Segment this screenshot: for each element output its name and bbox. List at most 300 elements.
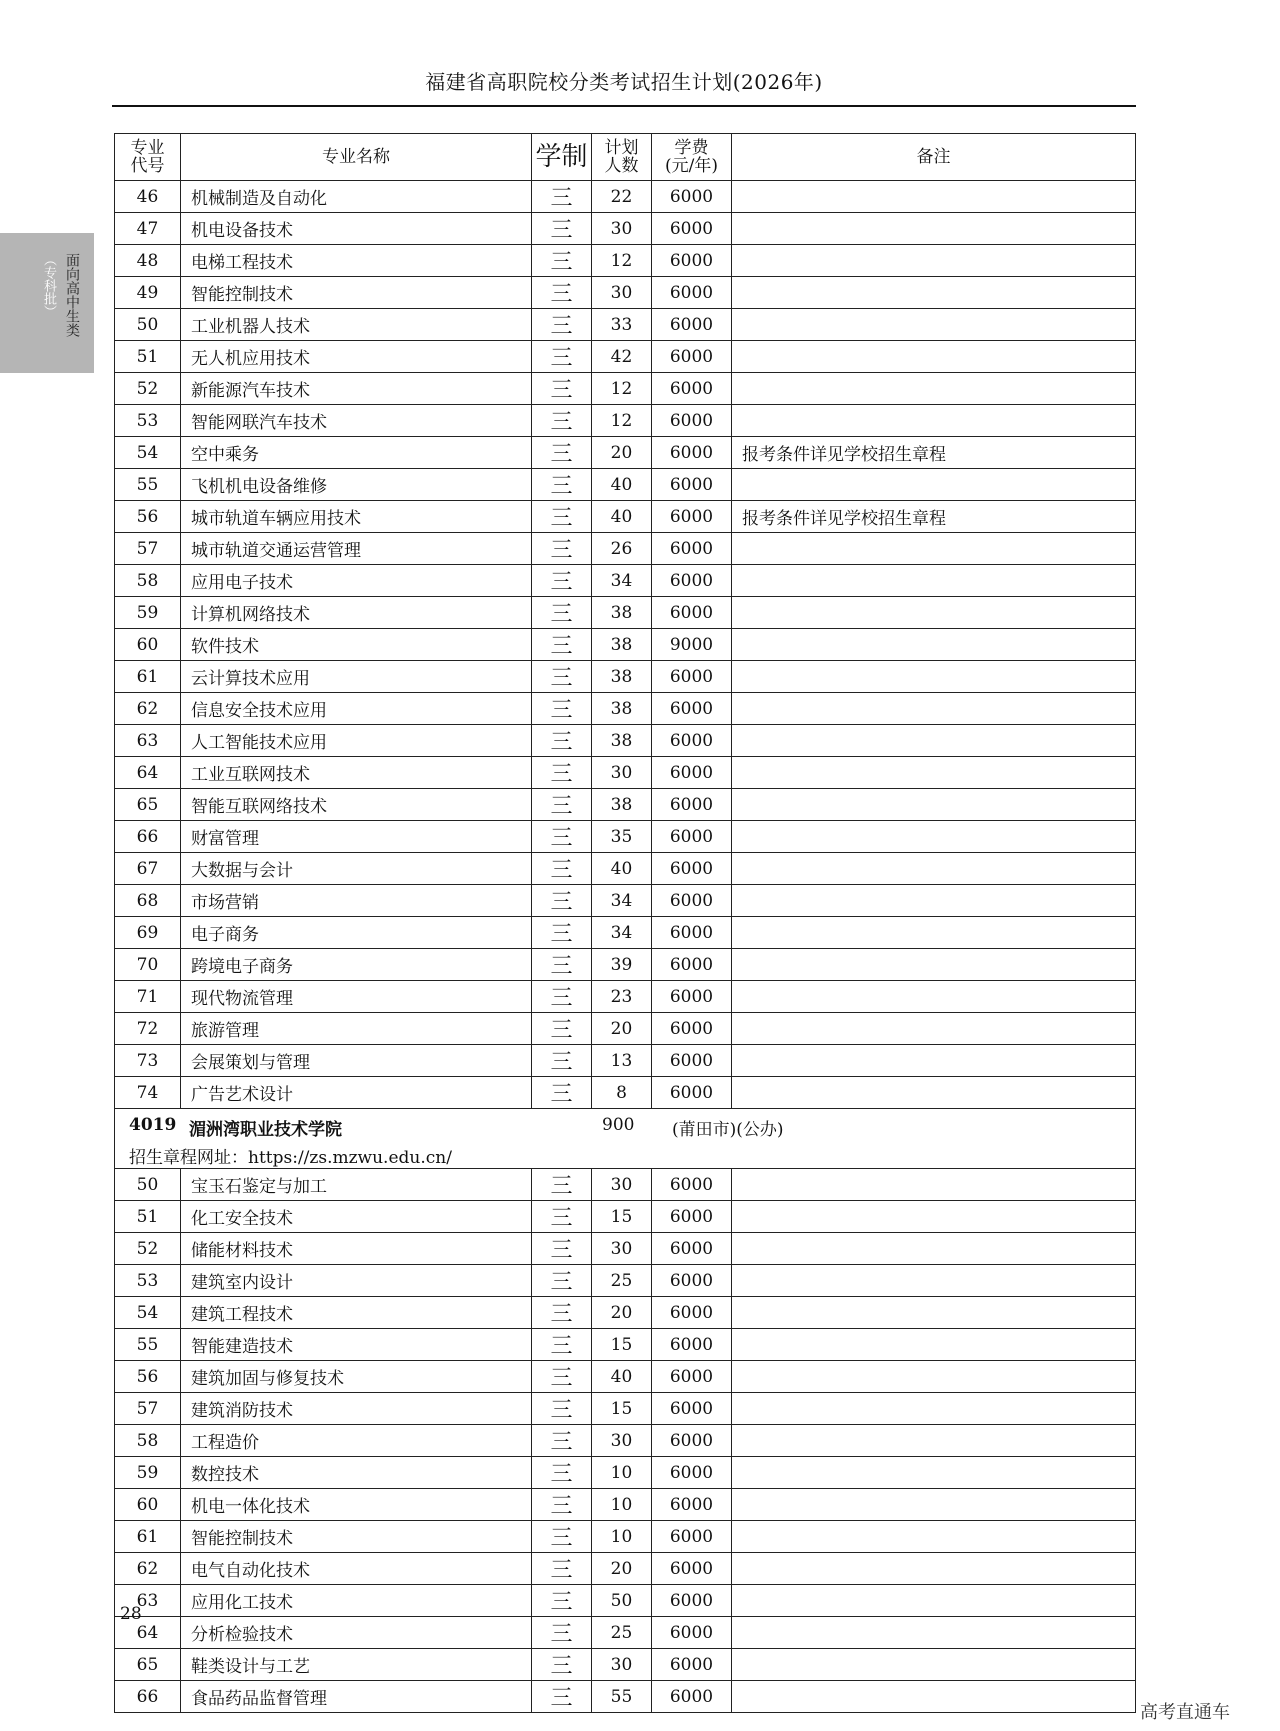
table-row [115, 981, 1136, 1013]
table-row [115, 565, 1136, 597]
cell-program-name: 电子商务 [181, 917, 532, 949]
enrollment-plan-table [114, 133, 1136, 1713]
col-header-fee [652, 134, 732, 181]
cell-note [732, 1553, 1136, 1585]
cell-program-name: 空中乘务 [181, 437, 532, 469]
cell-code: 60 [115, 1489, 181, 1521]
cell-note [732, 885, 1136, 917]
cell-code: 47 [115, 213, 181, 245]
cell-duration: 三 [532, 533, 592, 565]
cell-program-name: 电气自动化技术 [181, 1553, 532, 1585]
cell-note [732, 1201, 1136, 1233]
cell-fee: 6000 [652, 469, 732, 501]
cell-code: 62 [115, 693, 181, 725]
table-row [115, 1393, 1136, 1425]
cell-quota: 10 [592, 1489, 652, 1521]
cell-code: 64 [115, 757, 181, 789]
cell-quota: 15 [592, 1393, 652, 1425]
table-row [115, 1077, 1136, 1109]
cell-program-name: 云计算技术应用 [181, 661, 532, 693]
col-header-code-line1: 专业 [130, 138, 165, 158]
cell-program-name: 电梯工程技术 [181, 245, 532, 277]
cell-quota: 38 [592, 629, 652, 661]
table-row [115, 1013, 1136, 1045]
cell-fee: 6000 [652, 1329, 732, 1361]
cell-code: 54 [115, 1297, 181, 1329]
cell-code: 54 [115, 437, 181, 469]
table-row [115, 309, 1136, 341]
cell-program-name: 人工智能技术应用 [181, 725, 532, 757]
cell-program-name: 建筑工程技术 [181, 1297, 532, 1329]
cell-fee: 6000 [652, 1457, 732, 1489]
cell-program-name: 机电设备技术 [181, 213, 532, 245]
page-number: 28 [120, 1604, 142, 1624]
cell-note [732, 277, 1136, 309]
col-header-note: 备注 [732, 134, 1136, 181]
cell-duration: 三 [532, 1393, 592, 1425]
cell-quota: 30 [592, 1425, 652, 1457]
cell-fee: 6000 [652, 245, 732, 277]
cell-quota: 10 [592, 1457, 652, 1489]
cell-quota: 20 [592, 1297, 652, 1329]
cell-note [732, 1169, 1136, 1201]
cell-duration: 三 [532, 1457, 592, 1489]
school-info-cell [115, 1109, 1136, 1169]
cell-duration: 三 [532, 1201, 592, 1233]
side-tab-batch: （专科批） [41, 253, 56, 318]
cell-fee: 6000 [652, 693, 732, 725]
table-row [115, 181, 1136, 213]
cell-quota: 30 [592, 757, 652, 789]
school-location: (莆田市)(公办) [672, 1120, 784, 1140]
cell-program-name: 鞋类设计与工艺 [181, 1649, 532, 1681]
cell-fee: 6000 [652, 405, 732, 437]
cell-fee: 6000 [652, 661, 732, 693]
cell-code: 72 [115, 1013, 181, 1045]
cell-fee: 6000 [652, 373, 732, 405]
cell-quota: 38 [592, 693, 652, 725]
cell-program-name: 旅游管理 [181, 1013, 532, 1045]
cell-fee: 6000 [652, 597, 732, 629]
cell-note [732, 565, 1136, 597]
cell-fee: 6000 [652, 1169, 732, 1201]
cell-note [732, 213, 1136, 245]
cell-duration: 三 [532, 341, 592, 373]
cell-program-name: 智能建造技术 [181, 1329, 532, 1361]
cell-fee: 6000 [652, 853, 732, 885]
cell-duration: 三 [532, 1233, 592, 1265]
cell-code: 66 [115, 821, 181, 853]
table-row [115, 245, 1136, 277]
cell-quota: 42 [592, 341, 652, 373]
cell-note [732, 469, 1136, 501]
cell-fee: 6000 [652, 1681, 732, 1713]
cell-fee: 6000 [652, 981, 732, 1013]
cell-quota: 20 [592, 1553, 652, 1585]
cell-duration: 三 [532, 757, 592, 789]
cell-note [732, 789, 1136, 821]
cell-code: 65 [115, 1649, 181, 1681]
cell-quota: 22 [592, 181, 652, 213]
table-row [115, 725, 1136, 757]
cell-duration: 三 [532, 1617, 592, 1649]
cell-note [732, 1393, 1136, 1425]
cell-note [732, 661, 1136, 693]
cell-fee: 6000 [652, 1425, 732, 1457]
cell-code: 61 [115, 661, 181, 693]
col-header-duration: 学制 [532, 134, 592, 181]
cell-program-name: 工业互联网技术 [181, 757, 532, 789]
cell-duration: 三 [532, 885, 592, 917]
cell-code: 53 [115, 405, 181, 437]
cell-program-name: 大数据与会计 [181, 853, 532, 885]
cell-code: 62 [115, 1553, 181, 1585]
cell-program-name: 无人机应用技术 [181, 341, 532, 373]
cell-code: 74 [115, 1077, 181, 1109]
cell-fee: 6000 [652, 917, 732, 949]
cell-duration: 三 [532, 277, 592, 309]
cell-duration: 三 [532, 309, 592, 341]
cell-code: 56 [115, 1361, 181, 1393]
cell-program-name: 建筑室内设计 [181, 1265, 532, 1297]
table-row [115, 1329, 1136, 1361]
school-section [115, 1109, 1136, 1169]
table-row [115, 1361, 1136, 1393]
cell-duration: 三 [532, 181, 592, 213]
cell-duration: 三 [532, 693, 592, 725]
cell-code: 66 [115, 1681, 181, 1713]
cell-note [732, 1233, 1136, 1265]
cell-fee: 6000 [652, 213, 732, 245]
table-row [115, 949, 1136, 981]
cell-code: 67 [115, 853, 181, 885]
cell-code: 73 [115, 1045, 181, 1077]
cell-fee: 6000 [652, 1393, 732, 1425]
col-header-code [115, 134, 181, 181]
table-row [115, 1649, 1136, 1681]
cell-quota: 10 [592, 1521, 652, 1553]
cell-code: 65 [115, 789, 181, 821]
cell-quota: 40 [592, 501, 652, 533]
cell-quota: 12 [592, 405, 652, 437]
cell-note: 报考条件详见学校招生章程 [732, 501, 1136, 533]
cell-fee: 6000 [652, 1553, 732, 1585]
side-tab-category: 面向高中生类 [64, 253, 80, 337]
table-row [115, 917, 1136, 949]
cell-duration: 三 [532, 789, 592, 821]
col-header-fee-line1: 学费 [674, 138, 709, 158]
cell-note [732, 1457, 1136, 1489]
cell-quota: 38 [592, 725, 652, 757]
cell-program-name: 智能互联网络技术 [181, 789, 532, 821]
cell-quota: 20 [592, 437, 652, 469]
cell-quota: 55 [592, 1681, 652, 1713]
cell-quota: 12 [592, 373, 652, 405]
cell-code: 69 [115, 917, 181, 949]
cell-duration: 三 [532, 949, 592, 981]
cell-program-name: 工程造价 [181, 1425, 532, 1457]
cell-duration: 三 [532, 469, 592, 501]
cell-fee: 6000 [652, 1521, 732, 1553]
cell-note [732, 1077, 1136, 1109]
table-row [115, 821, 1136, 853]
cell-code: 57 [115, 533, 181, 565]
cell-program-name: 新能源汽车技术 [181, 373, 532, 405]
cell-duration: 三 [532, 1077, 592, 1109]
school-summary [115, 1109, 1135, 1140]
cell-fee: 6000 [652, 757, 732, 789]
cell-quota: 8 [592, 1077, 652, 1109]
cell-note [732, 1265, 1136, 1297]
cell-note [732, 917, 1136, 949]
cell-duration: 三 [532, 1585, 592, 1617]
cell-quota: 30 [592, 1233, 652, 1265]
cell-note [732, 597, 1136, 629]
table-row [115, 757, 1136, 789]
cell-duration: 三 [532, 725, 592, 757]
cell-quota: 12 [592, 245, 652, 277]
cell-note [732, 725, 1136, 757]
cell-fee: 6000 [652, 533, 732, 565]
cell-duration: 三 [532, 661, 592, 693]
table-row [115, 661, 1136, 693]
cell-code: 55 [115, 469, 181, 501]
school-total-quota: 900 [602, 1115, 635, 1135]
cell-fee: 6000 [652, 789, 732, 821]
cell-note [732, 821, 1136, 853]
cell-program-name: 机电一体化技术 [181, 1489, 532, 1521]
cell-code: 51 [115, 341, 181, 373]
school-name: 湄洲湾职业技术学院 [189, 1120, 342, 1140]
program-rows-b [115, 1169, 1136, 1713]
cell-fee: 6000 [652, 949, 732, 981]
cell-code: 61 [115, 1521, 181, 1553]
table-row [115, 1489, 1136, 1521]
cell-fee: 6000 [652, 1649, 732, 1681]
cell-program-name: 应用化工技术 [181, 1585, 532, 1617]
col-header-quota-line1: 计划 [604, 138, 639, 158]
cell-program-name: 市场营销 [181, 885, 532, 917]
cell-note [732, 757, 1136, 789]
cell-program-name: 建筑加固与修复技术 [181, 1361, 532, 1393]
running-header: 福建省高职院校分类考试招生计划(2026年) [425, 70, 823, 94]
cell-note [732, 1045, 1136, 1077]
table-row [115, 341, 1136, 373]
table-row [115, 469, 1136, 501]
cell-duration: 三 [532, 1265, 592, 1297]
cell-program-name: 软件技术 [181, 629, 532, 661]
table-row [115, 1457, 1136, 1489]
cell-fee: 6000 [652, 565, 732, 597]
table-row [115, 1045, 1136, 1077]
cell-note [732, 1425, 1136, 1457]
cell-program-name: 分析检验技术 [181, 1617, 532, 1649]
cell-quota: 25 [592, 1265, 652, 1297]
cell-note [732, 1297, 1136, 1329]
watermark: 高考直通车 [1140, 1702, 1230, 1723]
cell-code: 63 [115, 1585, 181, 1617]
cell-code: 71 [115, 981, 181, 1013]
cell-quota: 34 [592, 565, 652, 597]
cell-duration: 三 [532, 1681, 592, 1713]
cell-fee: 6000 [652, 885, 732, 917]
cell-duration: 三 [532, 245, 592, 277]
cell-duration: 三 [532, 1169, 592, 1201]
table-row [115, 213, 1136, 245]
cell-program-name: 智能控制技术 [181, 277, 532, 309]
cell-program-name: 储能材料技术 [181, 1233, 532, 1265]
col-header-quota-line2: 人数 [604, 156, 639, 176]
cell-quota: 40 [592, 1361, 652, 1393]
cell-fee: 6000 [652, 1297, 732, 1329]
cell-quota: 23 [592, 981, 652, 1013]
cell-duration: 三 [532, 213, 592, 245]
cell-program-name: 跨境电子商务 [181, 949, 532, 981]
side-tab [0, 233, 94, 373]
cell-fee: 6000 [652, 1361, 732, 1393]
table-row [115, 373, 1136, 405]
cell-quota: 13 [592, 1045, 652, 1077]
cell-code: 59 [115, 1457, 181, 1489]
cell-note [732, 245, 1136, 277]
cell-note [732, 1585, 1136, 1617]
cell-duration: 三 [532, 373, 592, 405]
cell-note [732, 1361, 1136, 1393]
cell-program-name: 工业机器人技术 [181, 309, 532, 341]
table-row [115, 1521, 1136, 1553]
cell-note [732, 1681, 1136, 1713]
cell-quota: 38 [592, 661, 652, 693]
cell-duration: 三 [532, 1649, 592, 1681]
cell-duration: 三 [532, 1361, 592, 1393]
cell-quota: 38 [592, 789, 652, 821]
cell-fee: 9000 [652, 629, 732, 661]
cell-program-name: 食品药品监督管理 [181, 1681, 532, 1713]
cell-duration: 三 [532, 1489, 592, 1521]
cell-duration: 三 [532, 1425, 592, 1457]
cell-fee: 6000 [652, 1585, 732, 1617]
cell-fee: 6000 [652, 1265, 732, 1297]
cell-quota: 39 [592, 949, 652, 981]
cell-note [732, 309, 1136, 341]
table-row [115, 1201, 1136, 1233]
cell-note [732, 949, 1136, 981]
cell-program-name: 城市轨道车辆应用技术 [181, 501, 532, 533]
cell-program-name: 计算机网络技术 [181, 597, 532, 629]
cell-quota: 50 [592, 1585, 652, 1617]
cell-duration: 三 [532, 629, 592, 661]
cell-program-name: 财富管理 [181, 821, 532, 853]
school-info-row [115, 1109, 1136, 1169]
table-header-row [115, 134, 1136, 181]
cell-quota: 38 [592, 597, 652, 629]
school-code: 4019 [129, 1115, 177, 1135]
table-row [115, 789, 1136, 821]
cell-fee: 6000 [652, 821, 732, 853]
cell-program-name: 应用电子技术 [181, 565, 532, 597]
cell-quota: 25 [592, 1617, 652, 1649]
cell-code: 55 [115, 1329, 181, 1361]
table-row [115, 533, 1136, 565]
program-rows-a [115, 181, 1136, 1109]
cell-fee: 6000 [652, 1045, 732, 1077]
cell-note [732, 629, 1136, 661]
cell-code: 60 [115, 629, 181, 661]
cell-duration: 三 [532, 597, 592, 629]
cell-note: 报考条件详见学校招生章程 [732, 437, 1136, 469]
table-row [115, 1585, 1136, 1617]
cell-quota: 30 [592, 1649, 652, 1681]
table-row [115, 629, 1136, 661]
cell-quota: 33 [592, 309, 652, 341]
cell-code: 58 [115, 1425, 181, 1457]
table-row [115, 1425, 1136, 1457]
cell-program-name: 数控技术 [181, 1457, 532, 1489]
cell-fee: 6000 [652, 277, 732, 309]
cell-fee: 6000 [652, 725, 732, 757]
table-row [115, 1265, 1136, 1297]
cell-note [732, 853, 1136, 885]
cell-duration: 三 [532, 1297, 592, 1329]
cell-note [732, 181, 1136, 213]
cell-code: 59 [115, 597, 181, 629]
table-row [115, 885, 1136, 917]
cell-quota: 15 [592, 1329, 652, 1361]
cell-program-name: 智能网联汽车技术 [181, 405, 532, 437]
table-row [115, 277, 1136, 309]
cell-note [732, 693, 1136, 725]
cell-fee: 6000 [652, 501, 732, 533]
cell-code: 51 [115, 1201, 181, 1233]
cell-program-name: 会展策划与管理 [181, 1045, 532, 1077]
cell-code: 50 [115, 1169, 181, 1201]
cell-code: 49 [115, 277, 181, 309]
cell-program-name: 宝玉石鉴定与加工 [181, 1169, 532, 1201]
cell-quota: 26 [592, 533, 652, 565]
cell-quota: 15 [592, 1201, 652, 1233]
cell-note [732, 981, 1136, 1013]
cell-duration: 三 [532, 405, 592, 437]
cell-duration: 三 [532, 981, 592, 1013]
cell-quota: 35 [592, 821, 652, 853]
table-row [115, 437, 1136, 469]
cell-code: 56 [115, 501, 181, 533]
table-row [115, 1233, 1136, 1265]
cell-duration: 三 [532, 437, 592, 469]
cell-quota: 40 [592, 853, 652, 885]
header-rule [112, 105, 1136, 107]
cell-code: 53 [115, 1265, 181, 1297]
cell-note [732, 405, 1136, 437]
cell-code: 58 [115, 565, 181, 597]
cell-quota: 34 [592, 885, 652, 917]
cell-duration: 三 [532, 501, 592, 533]
table-row [115, 1681, 1136, 1713]
school-website: 招生章程网址：https://zs.mzwu.edu.cn/ [129, 1148, 452, 1168]
cell-note [732, 373, 1136, 405]
cell-fee: 6000 [652, 1489, 732, 1521]
table-row [115, 1169, 1136, 1201]
cell-program-name: 机械制造及自动化 [181, 181, 532, 213]
cell-duration: 三 [532, 821, 592, 853]
cell-fee: 6000 [652, 1077, 732, 1109]
cell-fee: 6000 [652, 437, 732, 469]
cell-fee: 6000 [652, 341, 732, 373]
col-header-quota [592, 134, 652, 181]
cell-duration: 三 [532, 1521, 592, 1553]
cell-duration: 三 [532, 1553, 592, 1585]
cell-duration: 三 [532, 565, 592, 597]
